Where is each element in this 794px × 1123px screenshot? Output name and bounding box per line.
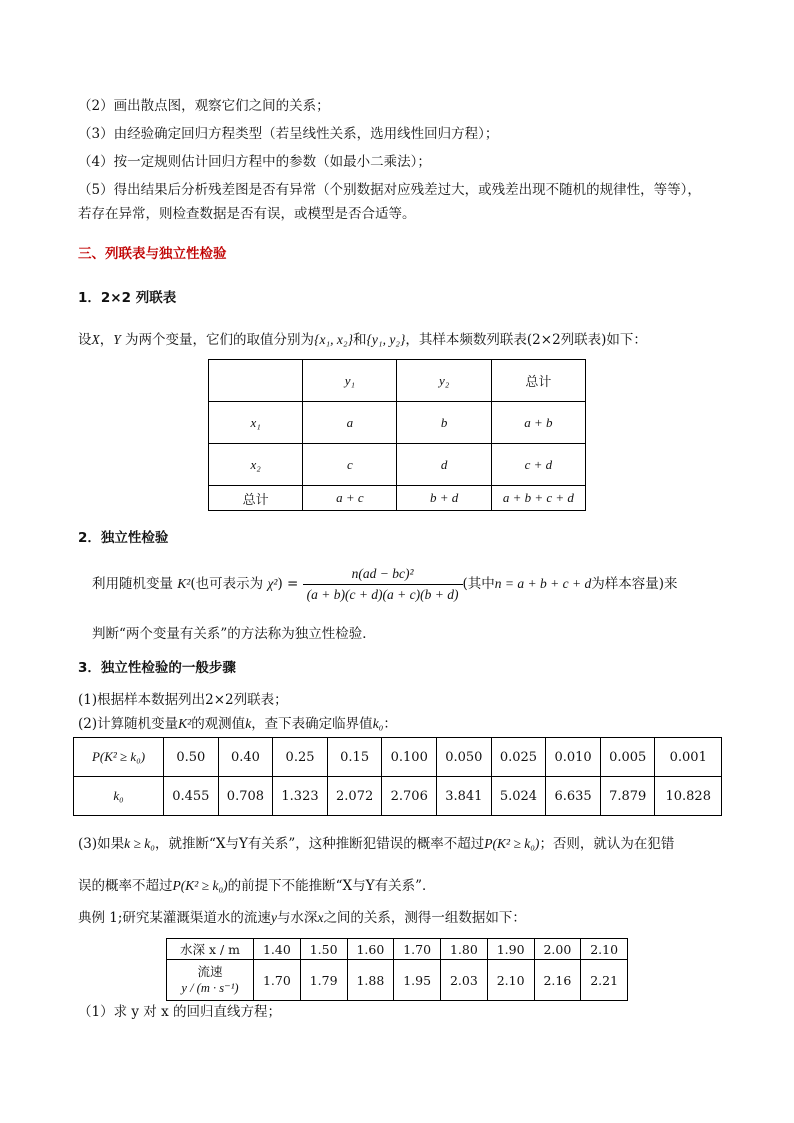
contingency-intro: 设X，Y 为两个变量，它们的取值分别为{x₁, x₂}和{y₁, y₂}，其样本频数列联表(2×2列联表)如下： (78, 332, 647, 348)
general-step-2: (2)计算随机变量K²的观测值k，查下表确定临界值k₀： (78, 716, 397, 732)
table-row: P(K² ≥ k₀) 0.50 0.40 0.25 0.15 0.100 0.050 0.025 0.010 0.005 0.001 (74, 738, 722, 777)
heading-general-steps: 3．独立性检验的一般步骤 (78, 660, 236, 676)
step-5-continued: 若存在异常，则检查数据是否有误，或模型是否合适等。 (78, 206, 416, 222)
flow-data-table (166, 938, 628, 1001)
general-step-3-continued: 误的概率不超过P(K² ≥ k₀)的前提下不能推断“X与Y有关系”． (78, 878, 436, 894)
table-row: k₀ 0.455 0.708 1.323 2.072 2.706 3.841 5.024 6.635 7.879 10.828 (74, 777, 722, 816)
critical-value-table (73, 737, 722, 816)
general-step-3: (3)如果k ≥ k₀，就推断“X与Y有关系”，这种推断犯错误的概率不超过P(K² ≥ k₀)；否则，就认为在犯错 (78, 836, 675, 852)
table-row: x₁ a b a + b (209, 402, 586, 444)
step-4-text: （4）按一定规则估计回归方程中的参数（如最小二乘法）； (78, 154, 431, 170)
independence-definition: 判断“两个变量有关系”的方法称为独立性检验． (92, 626, 376, 642)
step-2-text: （2）画出散点图，观察它们之间的关系； (78, 98, 330, 114)
question-1: （1）求 y 对 x 的回归直线方程； (78, 1004, 281, 1020)
general-step-1: (1)根据样本数据列出2×2列联表； (78, 692, 288, 708)
table-row: x₂ c d c + d (209, 444, 586, 486)
heading-contingency-table: 1．2×2 列联表 (78, 290, 177, 306)
table-row: 流速 y / (m · s⁻¹) 1.70 1.79 1.88 1.95 2.03 2.10 2.16 2.21 (167, 960, 628, 1001)
table-row: y₁ y₂ 总计 (209, 360, 586, 402)
table-row: 水深 x / m 1.40 1.50 1.60 1.70 1.80 1.90 2.00 2.10 (167, 939, 628, 960)
flow-label-b: y / (m · s⁻¹) (181, 981, 239, 995)
formula-fraction: $\frac{\text{n(ad − bc)²}}{(a + b)(c + d)(a + c)(b + d)}$ (303, 566, 463, 603)
contingency-table (208, 359, 586, 511)
independence-formula-line: 利用随机变量 K²(也可表示为 χ²) = $\frac{\text{n(ad − bc)²}}{(a + b)(c + d)(a + c)(b + d)}$ (其中n = a + b + c + d为样本容量)来 (92, 566, 678, 602)
section-title: 三、列联表与独立性检验 (78, 246, 227, 262)
step-5-text: （5）得出结果后分析残差图是否有异常（个别数据对应残差过大，或残差出现不随机的规律性，等等）， (78, 182, 701, 198)
flow-label-a: 流速 (197, 964, 223, 979)
heading-independence-test: 2．独立性检验 (78, 530, 169, 546)
table-row: 总计 a + c b + d a + b + c + d (209, 486, 586, 511)
example-intro: 典例 1;研究某灌溉渠道水的流速y与水深x之间的关系，测得一组数据如下： (78, 910, 526, 926)
step-3-text: （3）由经验确定回归方程类型（若呈线性关系，选用线性回归方程）； (78, 126, 499, 142)
